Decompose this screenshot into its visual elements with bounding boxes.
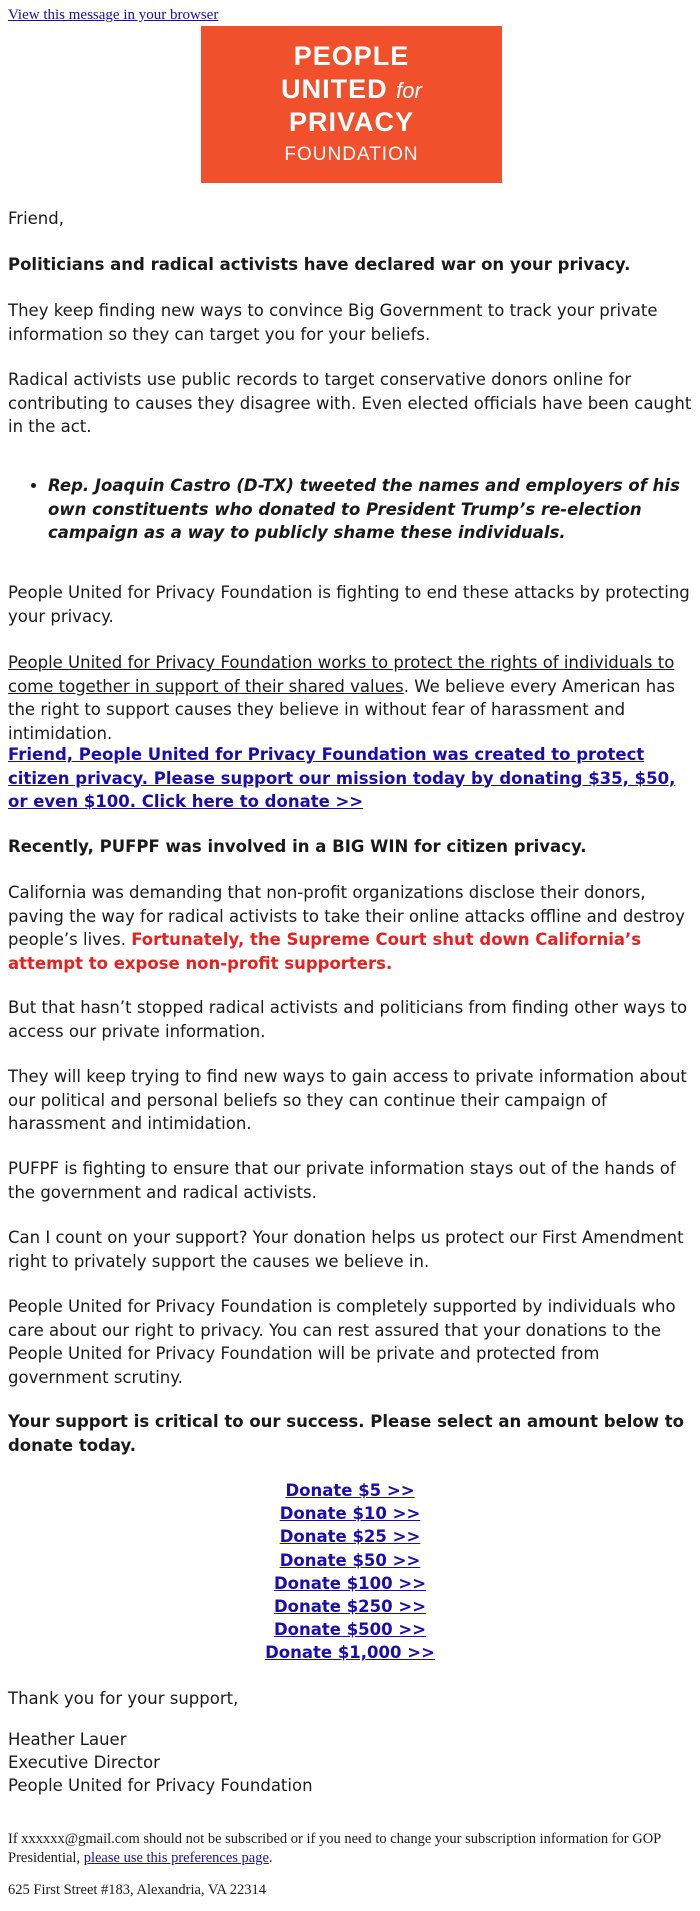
greeting: Friend, — [8, 209, 64, 228]
paragraph-3: People United for Privacy Foundation is fighting to end these attacks by protecting your privacy. — [8, 583, 690, 626]
mission-rest: . We believe every American has the right to support causes they believe in without fear of harassment and intimidation. — [8, 676, 675, 743]
signature-title: Executive Director — [8, 1753, 160, 1772]
paragraph-6: But that hasn’t stopped radical activists and politicians from finding other ways to access our private information. — [8, 998, 688, 1041]
thanks-line: Thank you for your support, — [8, 1689, 239, 1708]
unsubscribe-text: If xxxxxx@gmail.com should not be subscribed or if you need to change your subscription information for GOP Presidential, — [8, 1831, 661, 1866]
support-critical-heading: Your support is critical to our success. Please select an amount below to donate today. — [8, 1412, 684, 1455]
donate-100-link[interactable]: Donate $100 >> — [273, 1573, 427, 1593]
logo-united: UNITED — [281, 74, 388, 104]
mission-underlined: People United for Privacy Foundation works to protect the rights of individuals to come together in support of their shared values — [8, 653, 675, 696]
bullet-castro: • Rep. Joaquin Castro (D-TX) tweeted the names and employers of his own constituents who donated to President Trump’s re-election campaign as a way to publicly shame these individuals. — [48, 474, 688, 545]
view-in-browser-link[interactable]: View this message in your browser — [8, 7, 219, 23]
paragraph-7: They will keep trying to find new ways to gain access to private information about our political and personal beliefs so they can continue their campaign of harassment and intimidation. — [8, 1067, 687, 1133]
cta-paragraph — [8, 743, 696, 814]
pufpf-logo — [201, 26, 502, 183]
signature-org: People United for Privacy Foundation — [8, 1776, 313, 1795]
california-text: California was demanding that non-profit organizations disclose their donors, paving the way for radical activists to take their online attacks offline and destroy people’s lives. — [8, 883, 685, 949]
logo-line-1: PEOPLE — [293, 41, 410, 71]
signature-name: Heather Lauer — [8, 1730, 127, 1749]
donate-5-link[interactable]: Donate $5 >> — [285, 1481, 415, 1500]
cta-donate-link[interactable]: Friend, People United for Privacy Foundation was created to protect citizen privacy. Please support our mission today by donating $35, $50, or even $100. Click here to donate >> — [8, 745, 676, 811]
donate-500-link[interactable]: Donate $500 >> — [273, 1620, 427, 1640]
donate-10-link[interactable]: Donate $10 >> — [279, 1504, 421, 1524]
donate-250-link[interactable]: Donate $250 >> — [273, 1597, 427, 1617]
donate-25-link[interactable]: Donate $25 >> — [279, 1527, 421, 1547]
logo-line-2 — [201, 74, 502, 105]
big-win-heading: Recently, PUFPF was involved in a BIG WIN for citizen privacy. — [8, 837, 587, 856]
logo-line-3: PRIVACY — [288, 107, 415, 137]
paragraph-4 — [8, 651, 696, 745]
paragraph-1: They keep finding new ways to convince Big Government to track your private information so they can target you for your beliefs. — [8, 301, 658, 344]
donate-1000-link[interactable]: Donate $1,000 >> — [265, 1643, 435, 1663]
paragraph-5 — [8, 881, 696, 975]
donate-links — [0, 1479, 700, 1665]
paragraph-2: Radical activists use public records to target conservative donors online for contributing to causes they disagree with. Even elected officials have been caught in the act. — [8, 370, 692, 436]
preferences-page-link[interactable]: please use this preferences page — [83, 1850, 269, 1866]
paragraph-9: Can I count on your support? Your donation helps us protect our First Amendment right to privately support the causes we believe in. — [8, 1228, 684, 1271]
paragraph-10: People United for Privacy Foundation is completely supported by individuals who care about our right to privacy. You can rest assured that your donations to the People United for Privacy Foundation will be private and protected from government scrutiny. — [8, 1297, 676, 1387]
bullet-list — [8, 474, 688, 545]
donate-50-link[interactable]: Donate $50 >> — [279, 1550, 421, 1570]
supreme-court-text: Fortunately, the Supreme Court shut down California’s attempt to expose non-profit supporters. — [8, 930, 642, 973]
footer-unsubscribe — [8, 1830, 692, 1868]
logo-for: for — [396, 78, 422, 103]
footer-period: . — [268, 1850, 273, 1866]
headline: Politicians and radical activists have declared war on your privacy. — [8, 255, 631, 274]
logo-line-4: FOUNDATION — [284, 144, 419, 165]
footer-address: 625 First Street #183, Alexandria, VA 22314 — [8, 1882, 267, 1898]
paragraph-8: PUFPF is fighting to ensure that our private information stays out of the hands of the government and radical activists. — [8, 1159, 676, 1202]
